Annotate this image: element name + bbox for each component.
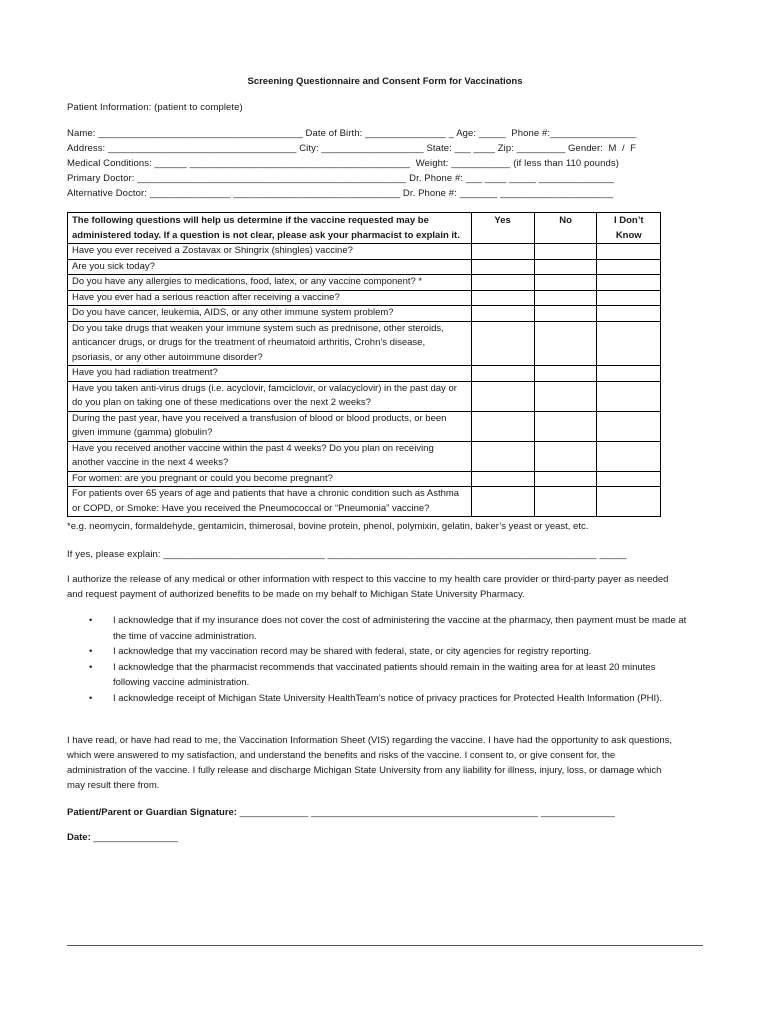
answer-cell-no[interactable] <box>534 259 597 275</box>
acknowledgement-item <box>67 644 687 660</box>
acknowledgement-text: I acknowledge that my vaccination record may be shared with federal, state, or city agencies for registry reporting. <box>113 646 592 657</box>
table-header-row <box>68 213 661 244</box>
table-row <box>68 244 661 260</box>
address-line: Address: ___________________________________ City: ___________________ State: ___ ____ Zip: _________ Gender: M / F <box>67 143 637 154</box>
authorize-paragraph: I authorize the release of any medical or other information with respect to this vaccine to my health care provider or third-party payer as needed and request payment of authorized benefits to be made on my behalf to Michigan State University Pharmacy. <box>67 574 669 600</box>
answer-cell-yes[interactable] <box>471 471 534 487</box>
answer-cell-no[interactable] <box>534 471 597 487</box>
medical-conditions-line: Medical Conditions: ______ _________________________________________ Weight: ___________ (if less than 110 pounds) <box>67 158 620 169</box>
answer-cell-dont-know[interactable] <box>597 487 661 517</box>
header-dont-know: I Don’t Know <box>597 213 661 244</box>
answer-cell-yes[interactable] <box>471 306 534 322</box>
acknowledgement-text: I acknowledge receipt of Michigan State University HealthTeam’s notice of privacy practices for Protected Health Information (PHI). <box>113 692 662 704</box>
question-text: Are you sick today? <box>68 259 472 275</box>
answer-cell-dont-know[interactable] <box>597 381 661 411</box>
answer-cell-yes[interactable] <box>471 411 534 441</box>
answer-cell-yes[interactable] <box>471 275 534 291</box>
acknowledgement-text: I acknowledge that the pharmacist recommends that vaccinated patients should remain in the waiting area for at least 20 minutes following vaccine administration. <box>113 661 656 688</box>
signature-label: Patient/Parent or Guardian Signature: <box>67 807 237 818</box>
answer-cell-no[interactable] <box>534 244 597 260</box>
acknowledgement-item <box>67 660 687 691</box>
question-text: Have you ever received a Zostavax or Shingrix (shingles) vaccine? <box>68 244 472 260</box>
bullet-icon: • <box>89 615 93 626</box>
question-text: Do you have any allergies to medications, food, latex, or any vaccine component? * <box>68 275 472 291</box>
table-row <box>68 290 661 306</box>
answer-cell-dont-know[interactable] <box>597 259 661 275</box>
name-dob-age-phone-line: Name: ______________________________________ Date of Birth: _______________ _ Age: _____ Phone #:________________ <box>67 128 637 139</box>
table-row <box>68 275 661 291</box>
table-row <box>68 441 661 471</box>
answer-cell-dont-know[interactable] <box>597 306 661 322</box>
date-field[interactable]: ________________ <box>90 832 178 843</box>
bullet-icon: • <box>89 692 93 704</box>
if-yes-explain-line: If yes, please explain: ______________________________ __________________________________________________ _____ <box>67 549 627 560</box>
table-row <box>68 366 661 382</box>
table-row <box>68 381 661 411</box>
question-text: Have you had radiation treatment? <box>68 366 472 382</box>
bullet-icon: • <box>89 646 93 657</box>
table-row <box>68 411 661 441</box>
header-question: The following questions will help us determine if the vaccine requested may be administered today. If a question is not clear, please ask your pharmacist to explain it. <box>68 213 472 244</box>
answer-cell-no[interactable] <box>534 306 597 322</box>
patient-info-heading: Patient Information: (patient to complete) <box>67 102 243 113</box>
date-label: Date: <box>67 832 91 843</box>
answer-cell-no[interactable] <box>534 487 597 517</box>
answer-cell-yes[interactable] <box>471 441 534 471</box>
answer-cell-yes[interactable] <box>471 487 534 517</box>
question-text: Do you have cancer, leukemia, AIDS, or any other immune system problem? <box>68 306 472 322</box>
bullet-icon: • <box>89 661 93 673</box>
answer-cell-no[interactable] <box>534 411 597 441</box>
answer-cell-yes[interactable] <box>471 366 534 382</box>
header-no: No <box>534 213 597 244</box>
answer-cell-dont-know[interactable] <box>597 244 661 260</box>
answer-cell-dont-know[interactable] <box>597 366 661 382</box>
answer-cell-yes[interactable] <box>471 321 534 366</box>
answer-cell-yes[interactable] <box>471 290 534 306</box>
answer-cell-no[interactable] <box>534 290 597 306</box>
question-text: Do you take drugs that weaken your immune system such as prednisone, other steroids, anticancer drugs, or drugs for the treatment of rheumatoid arthritis, Crohn’s disease, psoriasis, or any other autoimmune disorder? <box>68 321 472 366</box>
answer-cell-no[interactable] <box>534 275 597 291</box>
answer-cell-no[interactable] <box>534 441 597 471</box>
form-title: Screening Questionnaire and Consent Form for Vaccinations <box>247 76 523 87</box>
answer-cell-dont-know[interactable] <box>597 321 661 366</box>
question-rows <box>68 244 661 517</box>
acknowledgement-list <box>67 613 687 706</box>
consent-paragraph: I have read, or have had read to me, the Vaccination Information Sheet (VIS) regarding the vaccine. I have had the opportunity to ask questions, which were answered to my satisfaction, and understand the benefits and risks of the vaccine. I consent to, or give consent for, the administration of the vaccine. I fully release and discharge Michigan State University from any liability for illness, injury, loss, or damage which may result there from. <box>67 735 673 791</box>
answer-cell-yes[interactable] <box>471 244 534 260</box>
answer-cell-yes[interactable] <box>471 381 534 411</box>
answer-cell-dont-know[interactable] <box>597 290 661 306</box>
answer-cell-yes[interactable] <box>471 259 534 275</box>
signature-row <box>67 807 615 818</box>
question-text: For patients over 65 years of age and patients that have a chronic condition such as Asthma or COPD, or Smoke: Have you received the Pneumococcal or “Pneumonia” vaccine? <box>68 487 472 517</box>
screening-questions-table <box>67 212 661 517</box>
acknowledgement-item <box>67 691 687 707</box>
question-text: During the past year, have you received a transfusion of blood or blood products, or been given immune (gamma) globulin? <box>68 411 472 441</box>
answer-cell-no[interactable] <box>534 321 597 366</box>
answer-cell-dont-know[interactable] <box>597 275 661 291</box>
primary-doctor-line: Primary Doctor: __________________________________________________ Dr. Phone #: ___ ____ _____ ______________ <box>67 173 615 184</box>
table-row <box>68 306 661 322</box>
acknowledgement-item <box>67 613 687 644</box>
answer-cell-no[interactable] <box>534 381 597 411</box>
answer-cell-dont-know[interactable] <box>597 471 661 487</box>
signature-field[interactable]: _____________ ___________________________________________ ______________ <box>236 807 615 818</box>
answer-cell-dont-know[interactable] <box>597 411 661 441</box>
acknowledgement-text: I acknowledge that if my insurance does not cover the cost of administering the vaccine at the pharmacy, then payment must be made at the time of vaccine administration. <box>113 615 687 642</box>
date-row <box>67 832 178 843</box>
question-text: Have you ever had a serious reaction after receiving a vaccine? <box>68 290 472 306</box>
question-text: Have you received another vaccine within the past 4 weeks? Do you plan on receiving another vaccine in the next 4 weeks? <box>68 441 472 471</box>
question-text: Have you taken anti-virus drugs (i.e. acyclovir, famciclovir, or valacyclovir) in the past day or do you plan on taking one of these medications over the next 2 weeks? <box>68 381 472 411</box>
answer-cell-dont-know[interactable] <box>597 441 661 471</box>
allergy-footnote: *e.g. neomycin, formaldehyde, gentamicin, thimerosal, bovine protein, phenol, polymixin, gelatin, baker’s yeast or yeast, etc. <box>67 521 589 532</box>
answer-cell-no[interactable] <box>534 366 597 382</box>
alternative-doctor-line: Alternative Doctor: _______________ _______________________________ Dr. Phone #: _______ _____________________ <box>67 188 614 199</box>
header-yes: Yes <box>471 213 534 244</box>
table-row <box>68 259 661 275</box>
table-row <box>68 321 661 366</box>
table-row <box>68 487 661 517</box>
question-text: For women: are you pregnant or could you become pregnant? <box>68 471 472 487</box>
table-row <box>68 471 661 487</box>
footer-rule <box>67 945 703 946</box>
